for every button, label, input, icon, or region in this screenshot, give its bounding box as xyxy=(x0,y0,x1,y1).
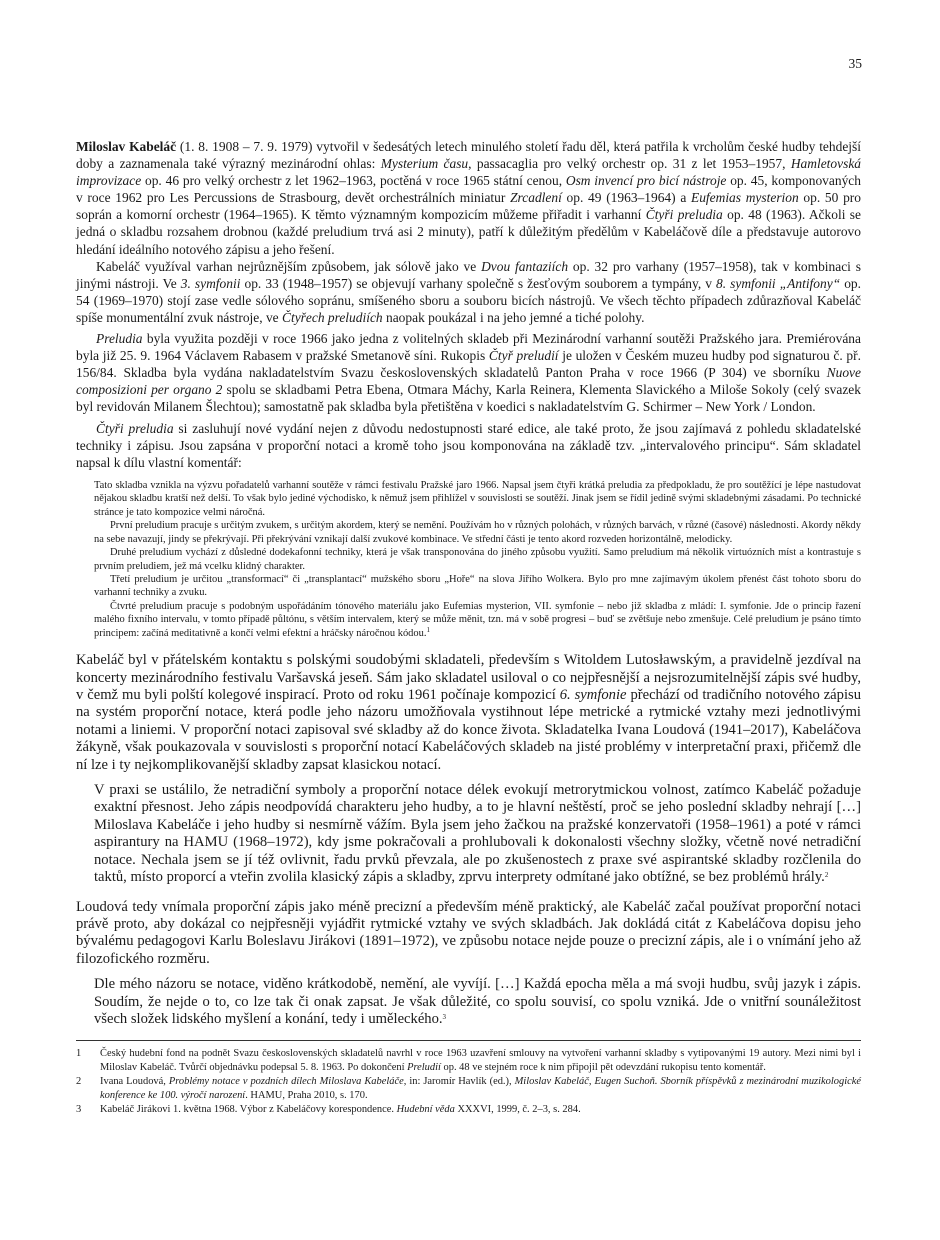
text-run: , in: Jaromír Havlík (ed.), xyxy=(403,1076,515,1088)
paragraph-organ-use xyxy=(76,258,861,326)
text-run: . HAMU, Praha 2010, s. 170. xyxy=(245,1089,368,1101)
quote-paragraph xyxy=(94,782,861,886)
text-run: přechází od tradičního notového zápisu na systém proporční notace, která podle jeho názoru umožňovala vystihnout lépe metrické a rytmické vztahy mezi jednotlivými notami a liniemi. V proporční notaci zapisoval své skladby až do konce života. Skladatelka Ivana Loudová (1941–2017), Kabeláčova žákyně, však poukazovala v souvislosti s proporční notací Kabeláčových skladeb na jisté problémy v interpretační praxi, přičemž dle ní lze i ty nejkomplikovanější skladby zapsat klasickou notací. xyxy=(76,687,861,773)
text-run: V praxi se ustálilo, že netradiční symboly a proporční notace délek evokují metrorytmickou volnost, zatímco Kabeláč požaduje exaktní přesnost. Jeho zápis neodpovídá charakteru jeho hudby, a to je hlavní neštěstí, proč se jeho poslední skladby nehrají […] Miloslava Kabeláče i jeho hudby si nesmírně vážím. Byla jsem jeho žačkou na pražské konzervatoři (1958–1961) a poté v rámci aspirantury na HAMU (1968–1972), kdy jsme pokračovali a prohlubovali k dokonalosti všechny složky, včetně nové netradiční notace. Nechala jsem se jí též ovlivnit, řadu prvků převzala, ale po zkušenostech z praxe své aspirantské skladby rozčlenila do taktů, místo proporcí a vteřin zvolila klasický zápis a skladby, zprvu interprety odmítané jako obtížné, se bez problémů hrály. xyxy=(94,782,861,886)
work-title: Dvou fantaziích xyxy=(481,258,569,274)
text-run: , passacaglia pro velký orchestr op. 31 z let 1953–1957, xyxy=(468,156,791,172)
work-title: Eufemias mysterion xyxy=(691,190,799,206)
text-run: op. 50 pro soprán a komorní orchestr (1964–1965). K těmto významným kompozicím můžeme přiřadit i varhanní xyxy=(76,190,861,223)
footnote-text xyxy=(100,1103,861,1117)
paragraph-new-edition xyxy=(76,420,861,471)
block-quote-letter xyxy=(76,976,861,1028)
quote-paragraph xyxy=(94,976,861,1028)
text-run: Kabeláč byl v přátelském kontaktu s polskými soudobými skladateli, především s Witoldem Lutosławským, a pravidelně jezdíval na koncerty mezinárodního festivalu Varšavská jeseň. Sám jako skladatel usiloval o co nejpřesnější a nejsrozumitelnější zápis své hudby, v čemž mu byli polští kolegové inspirací. Proto od roku 1961 počínaje kompozicí xyxy=(76,652,861,704)
paragraph-preludia-history xyxy=(76,330,861,415)
footnote-ref[interactable]: 1 xyxy=(426,625,430,634)
text-run: si zasluhují nové vydání nejen z důvodu nedostupnosti staré edice, ale také proto, že jsou zajímavá z pohledu skladatelské techniky i zápisu. Jsou zapsána v proporční notaci a kromě toho jsou komponována na základě tzv. „intervalového principu“. Sám skladatel napsal k dílu vlastní komentář: xyxy=(76,420,861,470)
work-title: Čtyřech preludiích xyxy=(282,309,383,325)
text-run: Čtvrté preludium pracuje s podobným uspořádáním tónového materiálu jako Eufemias mysterion, VII. symfonie – nebo již skladba z mládí: I. symfonie. Jde o princip řazení malého fixního intervalu, v tomto případě půltónu, s větším intervalem, který se může měnit, tzn. má v sobě progresi – buď se zvětšuje nebo zmenšuje. Celé preludium je psáno tímto principem: začíná meditativně a končí velmi efektní a hráčsky náročnou kódou. xyxy=(94,600,861,639)
text-run: op. 32 pro varhany (1957–1958), tak v kombinaci s jinými nástroji. Ve xyxy=(76,258,861,291)
text-run: byla využita později v roce 1966 jako jedna z volitelných skladeb při Mezinárodní varhanní soutěži Pražského jara. Premiérována byla již 25. 9. 1964 Václavem Rabasem v pražské Smetanově síni. Rukopis xyxy=(76,331,861,364)
article-body xyxy=(76,138,861,1118)
text-run: op. 33 (1948–1957) se objevují varhany společně s žesťovým souborem a tympány, v xyxy=(240,275,717,291)
quote-paragraph: První preludium pracuje s určitým zvukem, s určitým akordem, který se nemění. Používám ho v různých polohách, v různých barvách, v různé (časové) následnosti. Akordy někdy na sebe navazují, jindy se překrývají. Při překrývání vznikají další zvukové kombinace. Ve střední části je tento akord rozveden horizontálně, melodicky. xyxy=(94,520,861,545)
paragraph-loudova-view: Loudová tedy vnímala proporční zápis jako méně precizní a především méně praktický, ale Kabeláč začal používat proporční notaci právě proto, aby dokázal co nejpřesněji vyjádřit rytmické vztahy ve svých skladbách. Jak dokládá citát z Kabeláčova dopisu jeho bývalému pedagogovi Karlu Boleslavu Jirákovi (1891–1972), ve způsobu notace nejde pouze o precizní zápis, ale i o vnímání jeho až filozofického rozměru. xyxy=(76,898,861,967)
text-run: Kabeláč Jirákovi 1. května 1968. Výbor z Kabeláčovy korespondence. xyxy=(100,1104,397,1116)
footnote xyxy=(76,1075,861,1102)
work-title: Preludií xyxy=(407,1061,441,1073)
text-run: (1. 8. 1908 – 7. 9. 1979) vytvořil v šedesátých letech minulého století řadu děl, která patřila k vrcholům české hudby tehdejší doby a zaznamenala také výrazný mezinárodní ohlas: xyxy=(76,139,861,172)
footnote-number: 1 xyxy=(76,1048,82,1060)
text-run: naopak poukázal i na jeho jemné a tiché polohy. xyxy=(382,309,645,325)
work-title: Čtyři preludia xyxy=(645,207,723,223)
work-title: Mysterium času xyxy=(380,156,469,172)
work-title: Problémy notace v pozdních dílech Miloslava Kabeláče xyxy=(168,1076,404,1088)
composer-name: Miloslav Kabeláč xyxy=(76,139,177,154)
text-run: op. 54 (1969–1970) stojí zase vedle sólového sopránu, smíšeného sboru a souboru bicích nástrojů. Ve všech těchto případech zdůrazňoval Kabeláč spíše monumentální zvuk nástroje, ve xyxy=(76,275,862,325)
footnote xyxy=(76,1047,861,1074)
work-title: 3. symfonii xyxy=(180,275,241,291)
quote-paragraph: Třetí preludium je určitou „transformací“ či „transplantací“ mužského sboru „Hoře“ na slova Jiřího Wolkera. Bylo pro mne zajímavým úkolem přenést část tohoto sboru do varhanní techniky a zvuku. xyxy=(94,573,861,599)
text-run: Ivana Loudová, xyxy=(100,1076,169,1088)
footnote-number: 2 xyxy=(76,1076,82,1088)
text-run: op. 48 ve stejném roce k nim připojil pět odevzdání rukopisu tento komentář. xyxy=(440,1061,766,1073)
text-run: op. 45, komponovaných v roce 1962 pro Les Percussions de Strasbourg, devět orchestrálních miniatur xyxy=(76,173,861,206)
paragraph-intro xyxy=(76,138,861,258)
page-number: 35 xyxy=(848,56,862,71)
work-title: Preludia xyxy=(96,331,143,347)
body-section-2 xyxy=(76,652,861,1028)
work-title: Nuove composizioni per organo 2 xyxy=(76,365,861,398)
text-run: XXXVI, 1999, č. 2–3, s. 284. xyxy=(454,1104,581,1116)
footnote-text xyxy=(100,1075,861,1102)
block-quote-loudova xyxy=(76,782,861,886)
footnote xyxy=(76,1103,861,1117)
text-run: Český hudební fond na podnět Svazu československých skladatelů navrhl v roce 1963 uzavření smlouvy na vytvoření varhanní skladby s vytipovanými 19 autory. Mezi nimi byl i Miloslav Kabeláč. Tvůrčí objednávku podepsal 5. 8. 1963. Po dokončení xyxy=(100,1048,861,1073)
work-title: Osm invencí pro bicí nástroje xyxy=(565,173,727,189)
text-run: op. 49 (1963–1964) a xyxy=(561,190,691,206)
footnote-ref[interactable]: 3 xyxy=(442,1012,447,1021)
quote-paragraph: Druhé preludium vychází z důsledné dodekafonní techniky, která je však transponována do jiného způsobu využití. Samo preludium má několik virtuózních míst a kontrastuje s prvním preludiem, jež má vcelku klidný charakter. xyxy=(94,547,861,572)
work-title: Hamletovská improvizace xyxy=(76,156,861,189)
block-quote-composer-comment xyxy=(76,479,861,640)
quote-paragraph xyxy=(94,600,861,640)
work-title: Čtyři preludia xyxy=(96,420,174,436)
work-title: 8. symfonii „Antifony“ xyxy=(716,275,841,291)
footnote-ref[interactable]: 2 xyxy=(824,871,829,880)
text-run: op. 48 (1963). Ačkoli se jedná o skladbu rozsahem drobnou (každé preludium trvá asi 2 minuty), patří k důležitým předělům v Kabeláčově díle a představuje autorovo hledání ideálního notového zápisu a jeho řešení. xyxy=(76,207,861,257)
work-title: Zrcadlení xyxy=(510,190,562,206)
work-title: Hudební věda xyxy=(396,1104,455,1116)
footnote-text xyxy=(100,1047,861,1074)
text-run: je uložen v Českém muzeu hudby pod signaturou č. př. 156/84. Skladba byla vydána nakladatelstvím Svazu československých skladatelů Panton Praha v roce 1966 (P 304) ve sborníku xyxy=(76,348,861,381)
work-title: 6. symfonie xyxy=(559,687,627,704)
footnotes xyxy=(76,1040,861,1117)
quote-paragraph: Tato skladba vznikla na výzvu pořadatelů varhanní soutěže v rámci festivalu Pražské jaro 1966. Napsal jsem čtyři krátká preludia za předpokladu, že pro soutěžící je lépe nastudovat nějakou skladbu kratší než delší. To však bylo jediné východisko, k němuž jsem přihlížel v souvislosti se soutěží. Jinak jsem se řídil jedině svými skladebnými zásadami. Po technické stránce je tato kompozice velmi náročná. xyxy=(94,479,861,518)
text-run: Kabeláč využíval varhan nejrůznějším způsobem, jak sólově jako ve xyxy=(96,258,482,274)
work-title: Miloslav Kabeláč, Eugen Suchoň. Sborník příspěvků z mezinárodní muzikologické konference ke 100. výročí narození xyxy=(100,1076,861,1101)
text-run: spolu se skladbami Petra Ebena, Otmara Máchy, Karla Reinera, Klementa Slavického a Miloše Sokoly (celý svazek byl revidován Milanem Šlechtou); samostatně pak skladba byla přetištěna v koedici s nakladatelstvím G. Schirmer – New York / London. xyxy=(76,382,861,415)
text-run: Dle mého názoru se notace, viděno krátkodobě, nemění, ale vyvíjí. […] Každá epocha měla a má svoji hudbu, svůj jazyk i zápis. Soudím, že nejde o to, co lze tak či onak zapsat. Je však důležité, co spolu souvisí, co spolu vzniká. Jde o vnitřní sounáležitost všech složek lidského myšlení a konání, tedy i uměleckého. xyxy=(94,976,861,1027)
work-title: Čtyř preludií xyxy=(488,348,559,364)
text-run: op. 46 pro velký orchestr z let 1962–1963, poctěná v roce 1965 státní cenou, xyxy=(141,173,566,189)
footnote-number: 3 xyxy=(76,1104,82,1116)
paragraph-polish-contacts xyxy=(76,652,861,774)
